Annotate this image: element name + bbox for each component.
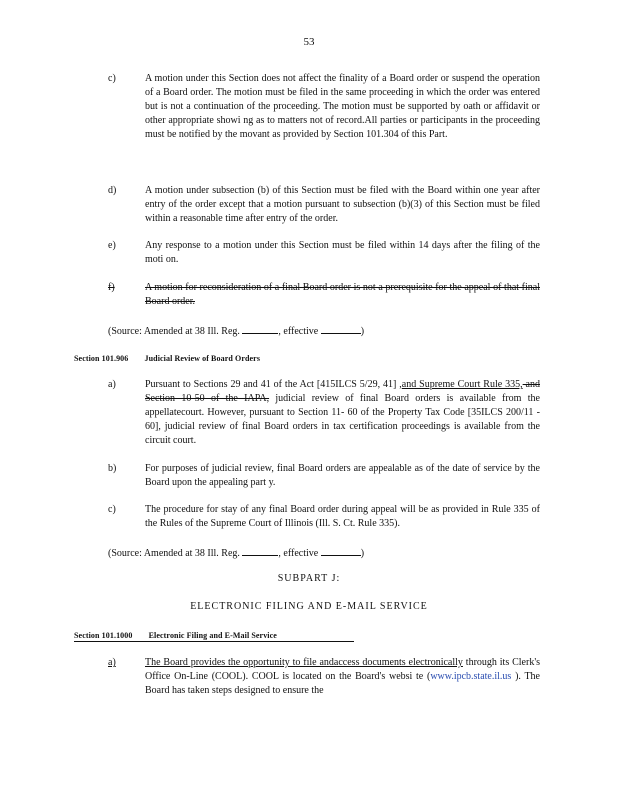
effective-text: , effective [278, 326, 321, 337]
paragraph-text [145, 378, 540, 448]
text-part: ). The Board has taken steps designed to ensure the [145, 671, 540, 696]
subpart-title: ELECTRONIC FILING AND E-MAIL SERVICE [190, 601, 428, 612]
board-website-link[interactable]: www.ipcb.state.il.us [430, 671, 512, 682]
section-heading-101-906 [74, 354, 274, 363]
paragraph-marker: d) [108, 185, 117, 196]
section-number: Section 101.906 [74, 354, 129, 363]
paragraph-text: Any response to a motion under this Section must be filed within 14 days after the filing of the moti on. [145, 240, 540, 265]
reg-blank [242, 545, 278, 556]
paragraph-text: For purposes of judicial review, final Board orders are appealable as of the date of service by the Board upon the appealing part y. [145, 463, 540, 488]
section-heading-101-1000 [74, 631, 354, 642]
paragraph-marker: a) [108, 379, 116, 390]
source-note: (Source: Amended at 38 Ill. Reg. , effective ) [108, 545, 364, 561]
section-number: Section 101.1000 [74, 631, 133, 640]
section-title: Electronic Filing and E-Mail Service [148, 631, 277, 640]
paragraph-text: The procedure for stay of any final Board order during appeal will be as provided in Rule 335 of the Rules of the Supreme Court of Illinois (Ill. S. Ct. Rule 335). [145, 504, 540, 529]
reg-blank [242, 323, 278, 334]
struck-text: and Section 10-50 of the IAPA, [145, 379, 540, 404]
source-note: (Source: Amended at 38 Ill. Reg. , effective ) [108, 323, 364, 339]
source-text: (Source: Amended at 38 Ill. Reg. [108, 548, 243, 559]
inserted-text: and Supreme Court Rule 335, [401, 379, 523, 390]
paragraph-text: A motion under subsection (b) of this Section must be filed with the Board within one year after entry of the order except that a motion pursuant to subsection (b)(3) of this Section must be filed within a reasonable time after entry of the order. [145, 185, 540, 224]
paragraph-marker: c) [108, 504, 116, 515]
effective-date-blank [321, 545, 361, 556]
inserted-text: The Board provides the opportunity to file andaccess documents electronically [145, 657, 463, 668]
effective-text: , effective [278, 548, 321, 559]
struck-paragraph-text: A motion for reconsideration of a final Board order is not a prerequisite for the appeal of that final Board order. [145, 282, 540, 307]
paragraph-text [145, 656, 540, 698]
text-part: Pursuant to Sections 29 and 41 of the Act [415ILCS 5/29, 41] , [145, 379, 402, 390]
paragraph-marker: a) [108, 657, 116, 668]
text-part: through its Clerk's Office On-Line (COOL). COOL is located on the Board's websi te ( [145, 657, 541, 682]
subpart-label: SUBPART J: [277, 573, 341, 584]
effective-date-blank [321, 323, 361, 334]
section-title: Judicial Review of Board Orders [144, 354, 261, 363]
source-text: (Source: Amended at 38 Ill. Reg. [108, 326, 243, 337]
text-part: judicial review of final Board orders is available from the appellatecourt. However, pursuant to Section 11- 60 of the Property Tax Code [35ILCS 200/11 - 60], judicial review of final Board orders in tax certification proceedings is available from the circuit court. [145, 393, 540, 446]
paragraph-marker: b) [108, 463, 117, 474]
paragraph-text: A motion under this Section does not affect the finality of a Board order or suspend the operation of a Board order. The motion must be filed in the same proceeding in which the order was entered but is not a continuation of the proceeding. The motion must be supported by oath or affidavit or other appropriate showi ng as to matters not of record.All parties or participants in the proceeding must be notified by the movant as provided by Section 101.304 of this Part. [145, 73, 540, 140]
paragraph-marker: c) [108, 73, 116, 84]
paragraph-marker: e) [108, 240, 116, 251]
page-number: 53 [303, 36, 315, 48]
paragraph-marker: f) [108, 282, 115, 293]
